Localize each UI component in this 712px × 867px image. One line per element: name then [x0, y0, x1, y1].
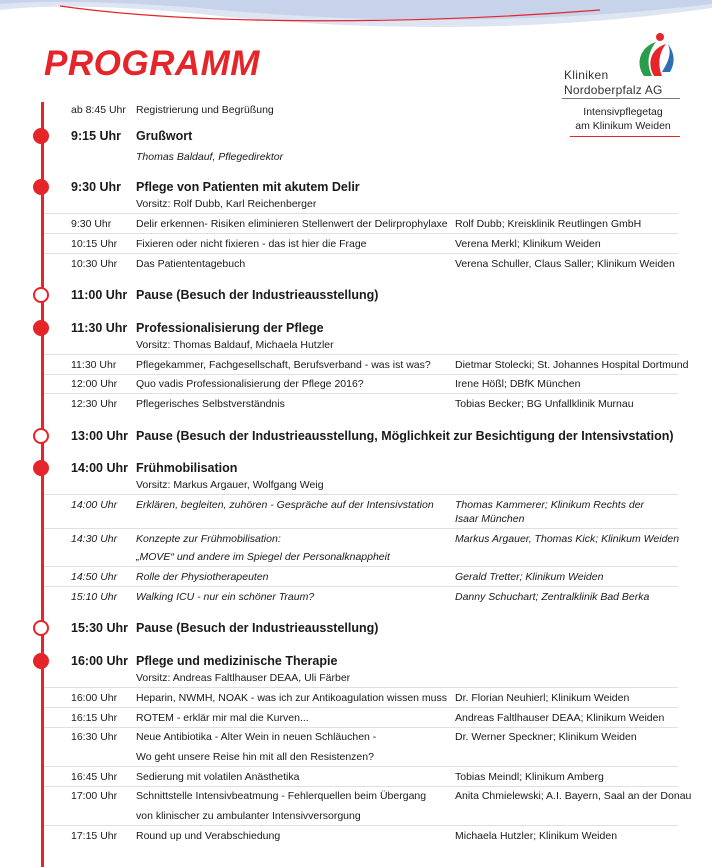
block-title: Pflege und medizinische Therapie	[136, 654, 338, 668]
item-speaker: Verena Merkl; Klinikum Weiden	[455, 238, 601, 250]
item-topic: Konzepte zur Frühmobilisation:	[136, 533, 281, 545]
item-time: 16:15 Uhr	[71, 712, 118, 724]
item-speaker-cont: Isaar München	[455, 513, 525, 525]
logo-subtitle-line-1: Intensivpflegetag	[583, 106, 663, 118]
block-time: 9:30 Uhr	[71, 180, 122, 194]
item-speaker: Irene Hößl; DBfK München	[455, 378, 581, 390]
block-time: 9:15 Uhr	[71, 129, 122, 143]
divider	[44, 233, 678, 234]
block-subtitle: Vorsitz: Rolf Dubb, Karl Reichenberger	[136, 198, 317, 210]
item-time: 14:00 Uhr	[71, 499, 118, 511]
divider	[44, 213, 678, 214]
logo-divider	[562, 98, 680, 99]
divider	[44, 374, 678, 375]
item-speaker: Tobias Becker; BG Unfallklinik Murnau	[455, 398, 634, 410]
logo-mark-icon	[636, 32, 676, 78]
item-topic: Schnittstelle Intensivbeatmung - Fehlerquellen beim Übergang	[136, 790, 427, 802]
block-time: 14:00 Uhr	[71, 461, 128, 475]
logo-brand-line-1: Kliniken	[564, 68, 609, 82]
block-time: 13:00 Uhr	[71, 429, 128, 443]
block-time: 15:30 Uhr	[71, 621, 128, 635]
item-speaker: Andreas Faltlhauser DEAA; Klinikum Weiden	[455, 712, 665, 724]
item-time: 16:00 Uhr	[71, 692, 118, 704]
item-speaker: Gerald Tretter; Klinikum Weiden	[455, 571, 604, 583]
item-topic: Round up und Verabschiedung	[136, 830, 281, 842]
block-subtitle: Vorsitz: Andreas Faltlhauser DEAA, Uli Färber	[136, 672, 351, 684]
timeline-dot-filled	[33, 128, 49, 144]
item-time: 17:00 Uhr	[71, 790, 118, 802]
item-speaker: Danny Schuchart; Zentralklinik Bad Berka	[455, 591, 650, 603]
item-topic: Pflegekammer, Fachgesellschaft, Berufsverband - was ist was?	[136, 359, 431, 371]
item-topic: Erklären, begleiten, zuhören - Gespräche auf der Intensivstation	[136, 499, 434, 511]
item-topic: Walking ICU - nur ein schöner Traum?	[136, 591, 315, 603]
block-time: 16:00 Uhr	[71, 654, 128, 668]
item-time: 9:30 Uhr	[71, 218, 112, 230]
intro-text: Registrierung und Begrüßung	[136, 104, 274, 116]
item-time: 14:50 Uhr	[71, 571, 118, 583]
item-time: 10:15 Uhr	[71, 238, 118, 250]
block-title: Pause (Besuch der Industrieausstellung, Möglichkeit zur Besichtigung der Intensivstation)	[136, 429, 674, 443]
item-time: 15:10 Uhr	[71, 591, 118, 603]
timeline-dot-filled	[33, 653, 49, 669]
item-time: 14:30 Uhr	[71, 533, 118, 545]
divider	[44, 687, 678, 688]
item-topic: Pflegerisches Selbstverständnis	[136, 398, 285, 410]
block-subtitle: Vorsitz: Markus Argauer, Wolfgang Weig	[136, 479, 324, 491]
block-time: 11:00 Uhr	[71, 288, 128, 302]
item-speaker: Dr. Werner Speckner; Klinikum Weiden	[455, 731, 637, 743]
logo-subtitle-line-2: am Klinikum Weiden	[575, 120, 671, 132]
item-speaker: Verena Schuller, Claus Saller; Klinikum Weiden	[455, 258, 675, 270]
item-topic: ROTEM - erklär mir mal die Kurven...	[136, 712, 309, 724]
divider	[44, 528, 678, 529]
divider	[44, 494, 678, 495]
item-topic: Fixieren oder nicht fixieren - das ist hier die Frage	[136, 238, 367, 250]
divider	[44, 566, 678, 567]
block-title: Professionalisierung der Pflege	[136, 321, 324, 335]
block-title: Pflege von Patienten mit akutem Delir	[136, 180, 360, 194]
block-title: Pause (Besuch der Industrieausstellung)	[136, 621, 379, 635]
timeline-line	[41, 102, 44, 867]
item-topic: Das Patiententagebuch	[136, 258, 246, 270]
divider	[44, 354, 678, 355]
item-topic: Neue Antibiotika - Alter Wein in neuen Schläuchen -	[136, 731, 377, 743]
item-speaker: Tobias Meindl; Klinikum Amberg	[455, 771, 604, 783]
timeline-dot-filled	[33, 320, 49, 336]
item-time: 10:30 Uhr	[71, 258, 118, 270]
divider	[44, 586, 678, 587]
item-speaker: Thomas Kammerer; Klinikum Rechts der	[455, 499, 645, 511]
block-subtitle: Thomas Baldauf, Pflegedirektor	[136, 151, 284, 163]
logo-brand-line-2: Nordoberpfalz AG	[564, 83, 663, 97]
timeline-dot-filled	[33, 179, 49, 195]
block-title: Frühmobilisation	[136, 461, 238, 475]
header-wave-decoration	[0, 0, 712, 40]
item-speaker: Markus Argauer, Thomas Kick; Klinikum Weiden	[455, 533, 680, 545]
item-speaker: Anita Chmielewski; A.I. Bayern, Saal an der Donau	[455, 790, 692, 802]
divider	[44, 766, 678, 767]
item-speaker: Dr. Florian Neuhierl; Klinikum Weiden	[455, 692, 630, 704]
item-topic: Quo vadis Professionalisierung der Pflege 2016?	[136, 378, 364, 390]
item-topic: Heparin, NWMH, NOAK - was ich zur Antikoagulation wissen muss	[136, 692, 448, 704]
item-time: 16:45 Uhr	[71, 771, 118, 783]
item-topic-cont: Wo geht unsere Reise hin mit all den Resistenzen?	[136, 751, 374, 763]
logo-red-rule	[570, 136, 680, 137]
timeline-dot-filled	[33, 460, 49, 476]
item-topic: Rolle der Physiotherapeuten	[136, 571, 269, 583]
page-title: PROGRAMM	[44, 44, 260, 83]
timeline-dot-open	[33, 287, 49, 303]
item-speaker: Michaela Hutzler; Klinikum Weiden	[455, 830, 618, 842]
item-topic-cont: „MOVE“ und andere im Spiegel der Personalknappheit	[136, 551, 390, 563]
timeline-dot-open	[33, 428, 49, 444]
intro-time: ab 8:45 Uhr	[71, 104, 126, 116]
block-title: Grußwort	[136, 129, 193, 143]
item-speaker: Rolf Dubb; Kreisklinik Reutlingen GmbH	[455, 218, 642, 230]
block-time: 11:30 Uhr	[71, 321, 128, 335]
item-time: 17:15 Uhr	[71, 830, 118, 842]
item-topic: Sedierung mit volatilen Anästhetika	[136, 771, 300, 783]
divider	[44, 253, 678, 254]
item-time: 11:30 Uhr	[71, 359, 117, 371]
divider	[44, 393, 678, 394]
item-topic-cont: von klinischer zu ambulanter Intensivversorgung	[136, 810, 361, 822]
item-time: 12:00 Uhr	[71, 378, 118, 390]
block-subtitle: Vorsitz: Thomas Baldauf, Michaela Hutzler	[136, 339, 334, 351]
item-speaker: Dietmar Stolecki; St. Johannes Hospital Dortmund	[455, 359, 689, 371]
timeline-dot-open	[33, 620, 49, 636]
divider	[44, 727, 678, 728]
item-time: 16:30 Uhr	[71, 731, 118, 743]
divider	[44, 707, 678, 708]
block-title: Pause (Besuch der Industrieausstellung)	[136, 288, 379, 302]
divider	[44, 786, 678, 787]
divider	[44, 825, 678, 826]
item-topic: Delir erkennen- Risiken eliminieren Stellenwert der Delirprophylaxe	[136, 218, 448, 230]
item-time: 12:30 Uhr	[71, 398, 118, 410]
